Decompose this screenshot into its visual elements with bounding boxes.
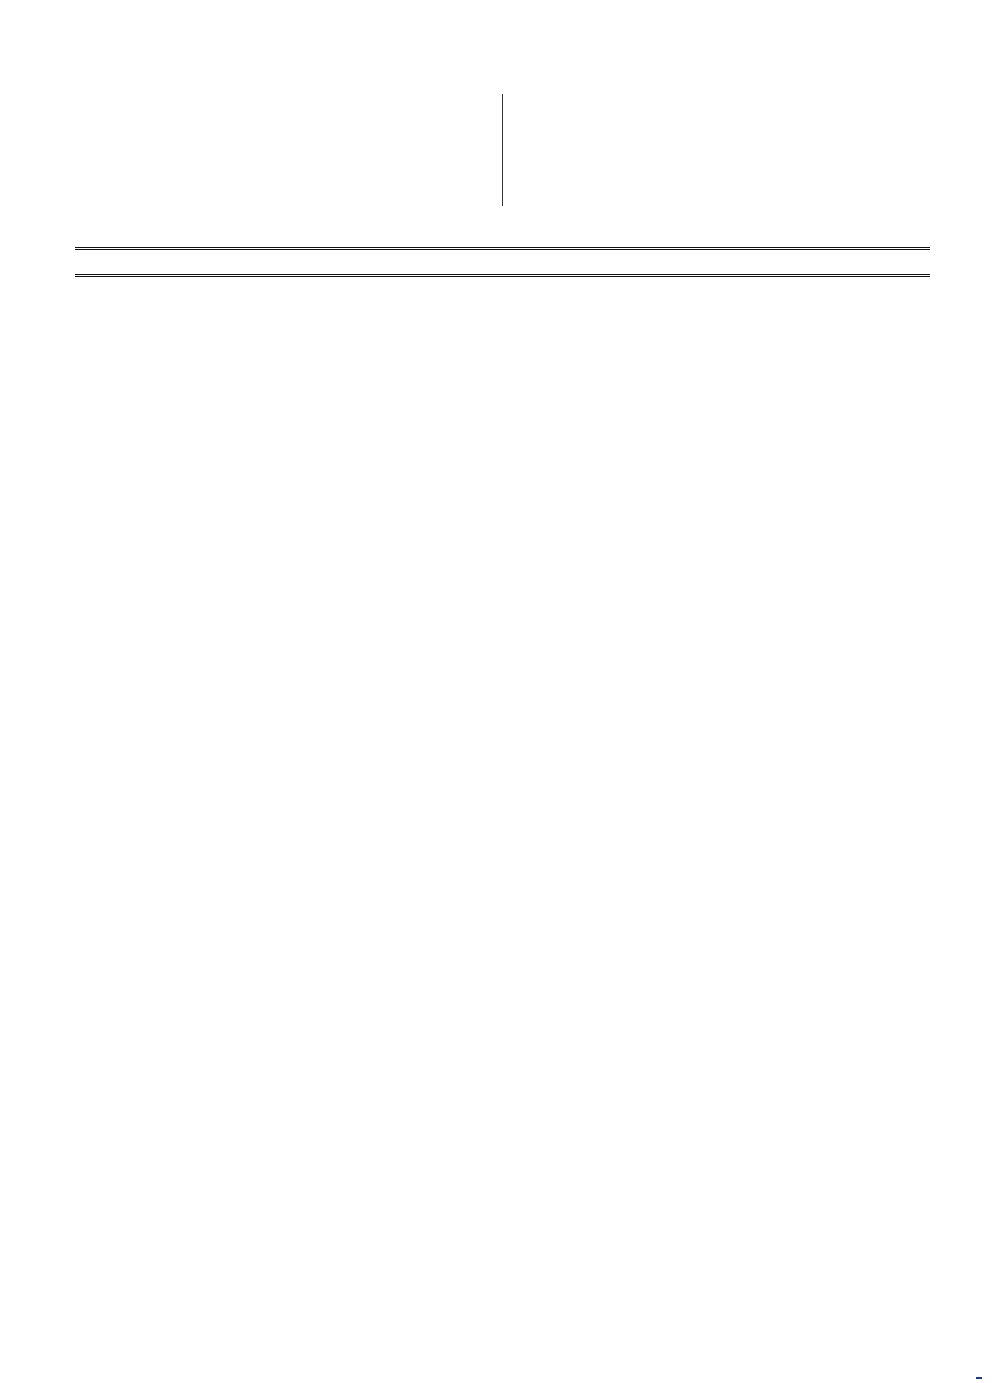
intro-text xyxy=(75,94,930,206)
page-header xyxy=(75,58,930,84)
dfg-logo xyxy=(976,1377,982,1379)
digitization-credit xyxy=(972,1377,982,1379)
table-block-lower xyxy=(75,274,930,277)
intro-left-paragraph xyxy=(75,94,503,206)
intro-right-paragraph xyxy=(503,94,930,206)
document-page xyxy=(75,58,930,277)
table-label-row xyxy=(75,219,930,241)
table-block-upper xyxy=(75,247,930,250)
